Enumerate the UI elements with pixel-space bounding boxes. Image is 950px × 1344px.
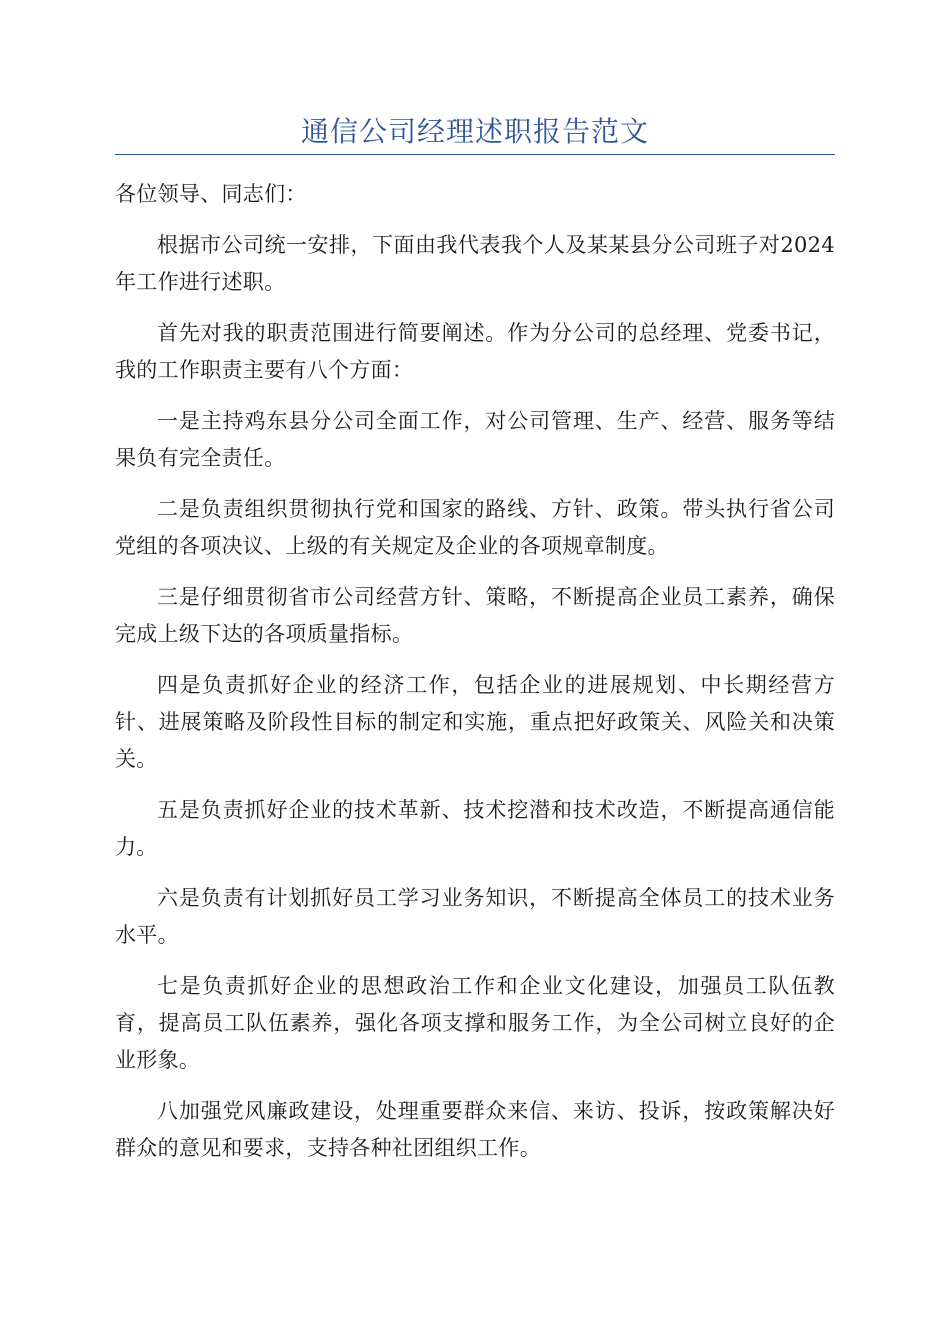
paragraph-6: 四是负责抓好企业的经济工作，包括企业的进展规划、中长期经营方针、进展策略及阶段性目标的制定和实施，重点把好政策关、风险关和决策关。 <box>115 673 835 771</box>
paragraph-4: 二是负责组织贯彻执行党和国家的路线、方针、政策。带头执行省公司党组的各项决议、上级的有关规定及企业的各项规章制度。 <box>115 497 835 558</box>
paragraph-10: 八加强党风廉政建设，处理重要群众来信、来访、投诉，按政策解决好群众的意见和要求，支持各种社团组织工作。 <box>115 1099 835 1160</box>
document-title: 通信公司经理述职报告范文 <box>300 115 649 148</box>
paragraph-5: 三是仔细贯彻省市公司经营方针、策略，不断提高企业员工素养，确保完成上级下达的各项质量指标。 <box>115 585 835 646</box>
paragraph-2: 首先对我的职责范围进行简要阐述。作为分公司的总经理、党委书记，我的工作职责主要有八个方面： <box>115 321 835 382</box>
document-body <box>115 176 835 1181</box>
paragraph-1: 根据市公司统一安排，下面由我代表我个人及某某县分公司班子对2024年工作进行述职。 <box>115 233 835 294</box>
title-underline <box>115 154 835 155</box>
paragraph-8: 六是负责有计划抓好员工学习业务知识，不断提高全体员工的技术业务水平。 <box>115 886 835 947</box>
paragraph-9: 七是负责抓好企业的思想政治工作和企业文化建设，加强员工队伍教育，提高员工队伍素养，强化各项支撑和服务工作，为全公司树立良好的企业形象。 <box>115 974 835 1072</box>
salutation: 各位领导、同志们： <box>115 182 307 206</box>
paragraph-3: 一是主持鸡东县分公司全面工作，对公司管理、生产、经营、服务等结果负有完全责任。 <box>115 409 835 470</box>
paragraph-7: 五是负责抓好企业的技术革新、技术挖潜和技术改造，不断提高通信能力。 <box>115 798 835 859</box>
